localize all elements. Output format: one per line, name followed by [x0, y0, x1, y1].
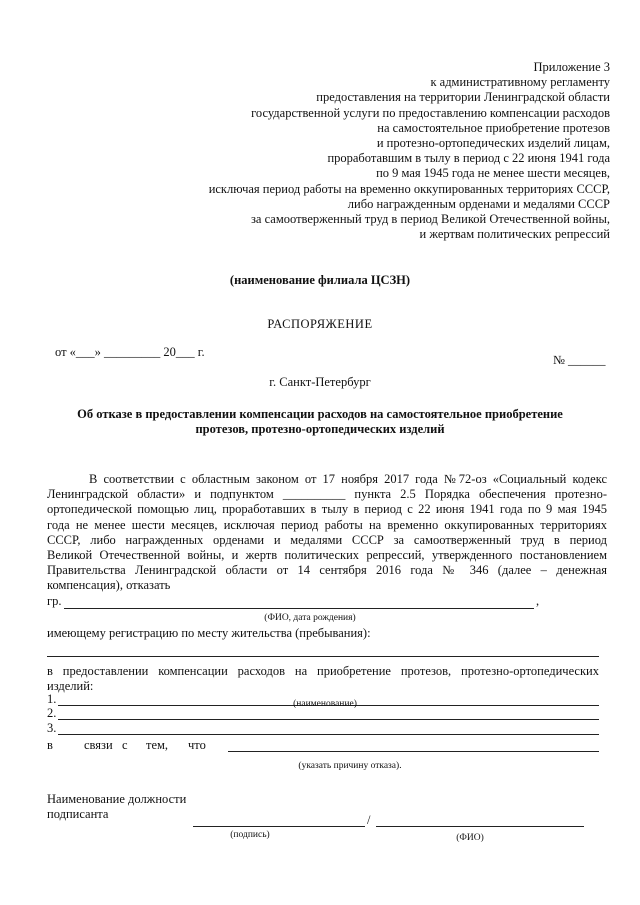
reason-word-3: с	[122, 738, 128, 752]
body-line: года не менее шести месяцев, исключая период работы на временно оккупированных территориях	[47, 517, 607, 532]
appendix-line: на самостоятельное приобретение протезов	[377, 120, 610, 135]
signature-line[interactable]	[193, 826, 365, 827]
body-line: В соответствии с областным законом от 17 ноября 2017 года №72-оз «Социальный кодекс	[89, 472, 607, 486]
reason-word-2: связи	[84, 738, 113, 752]
item-caption: (наименование)	[293, 699, 357, 709]
item-2-label: 2.	[47, 706, 57, 720]
appendix-line: Приложение 3	[533, 60, 610, 74]
item-2-line[interactable]	[58, 719, 599, 720]
title-line-2: протезов, протезно-ортопедических изделий	[195, 422, 445, 436]
number-line: № ______	[553, 353, 606, 367]
body-line: Ленинградской области» и подпунктом __________ пункта 2.5 Порядка обеспечения протезно-	[47, 487, 607, 502]
title-line-1: Об отказе в предоставлении компенсации расходов на самостоятельное приобретение	[77, 407, 563, 421]
refusal-line-1: в предоставлении компенсации расходов на приобретение протезов, протезно-ортопедических	[47, 664, 599, 678]
signature-fio-caption: (ФИО)	[456, 833, 484, 843]
appendix-line: и протезно-ортопедических изделий лицам,	[376, 136, 610, 151]
citizen-prefix: гр.	[47, 594, 62, 608]
appendix-line: по 9 мая 1945 года не менее шести месяцев,	[376, 166, 610, 181]
position-line-2: подписанта	[47, 807, 109, 821]
body-line: ортопедической помощью лиц, проработавших в тылу в период с 22 июня 1941 года по 9 мая 1945	[47, 502, 607, 517]
branch-name: (наименование филиала ЦСЗН)	[229, 273, 411, 287]
body-line: Правительства Ленинградской области от 14 сентября 2016 года № 346 (далее – денежная	[47, 563, 607, 578]
comma: ,	[536, 594, 540, 608]
item-3-label: 3.	[47, 721, 57, 735]
appendix-line: к административному регламенту	[430, 75, 610, 90]
registration-line[interactable]	[47, 656, 599, 657]
item-1-label: 1.	[47, 692, 57, 706]
reason-line[interactable]	[228, 751, 599, 752]
signature-fio-line[interactable]	[376, 826, 584, 827]
body-line: компенсация), отказать	[47, 578, 171, 593]
appendix-line: и жертвам политических репрессий	[419, 227, 610, 242]
reason-word-4: тем,	[146, 738, 169, 752]
appendix-header	[130, 60, 610, 242]
appendix-line: государственной услуги по предоставлению компенсации расходов	[251, 105, 610, 120]
body-line: Великой Отечественной войны, и жертв политических репрессий, утвержденного постановлением	[47, 548, 607, 563]
appendix-line: проработавшим в тылу в период с 22 июня 1941 года	[327, 151, 610, 166]
city: г. Санкт-Петербург	[269, 375, 371, 389]
appendix-line: либо награжденным орденами и медалями СССР	[347, 196, 610, 211]
signature-slash: /	[367, 813, 371, 827]
reason-word-5: что	[188, 738, 206, 752]
appendix-line: предоставления на территории Ленинградской области	[316, 90, 610, 105]
doc-type: РАСПОРЯЖЕНИЕ	[267, 317, 373, 331]
sign-caption: (подпись)	[230, 830, 270, 840]
appendix-line: исключая период работы на временно оккупированных территориях СССР,	[208, 181, 610, 196]
date-line: от «___» _________ 20___ г.	[55, 345, 205, 359]
reason-word-1: в	[47, 738, 53, 752]
fio-caption: (ФИО, дата рождения)	[264, 613, 356, 623]
reason-caption: (указать причину отказа).	[298, 761, 402, 771]
position-line-1: Наименование должности	[47, 792, 187, 806]
appendix-line: за самоотверженный труд в период Великой Отечественной войны,	[250, 212, 610, 227]
body-line: СССР, либо награжденных орденами и медалями СССР за самоотверженный труд в период	[47, 532, 607, 547]
body-paragraph	[47, 472, 607, 594]
registration-label: имеющему регистрацию по месту жительства (пребывания):	[47, 626, 371, 640]
item-3-line[interactable]	[58, 734, 599, 735]
citizen-fio-line[interactable]	[64, 608, 534, 609]
refusal-line-2: изделий:	[47, 679, 94, 693]
